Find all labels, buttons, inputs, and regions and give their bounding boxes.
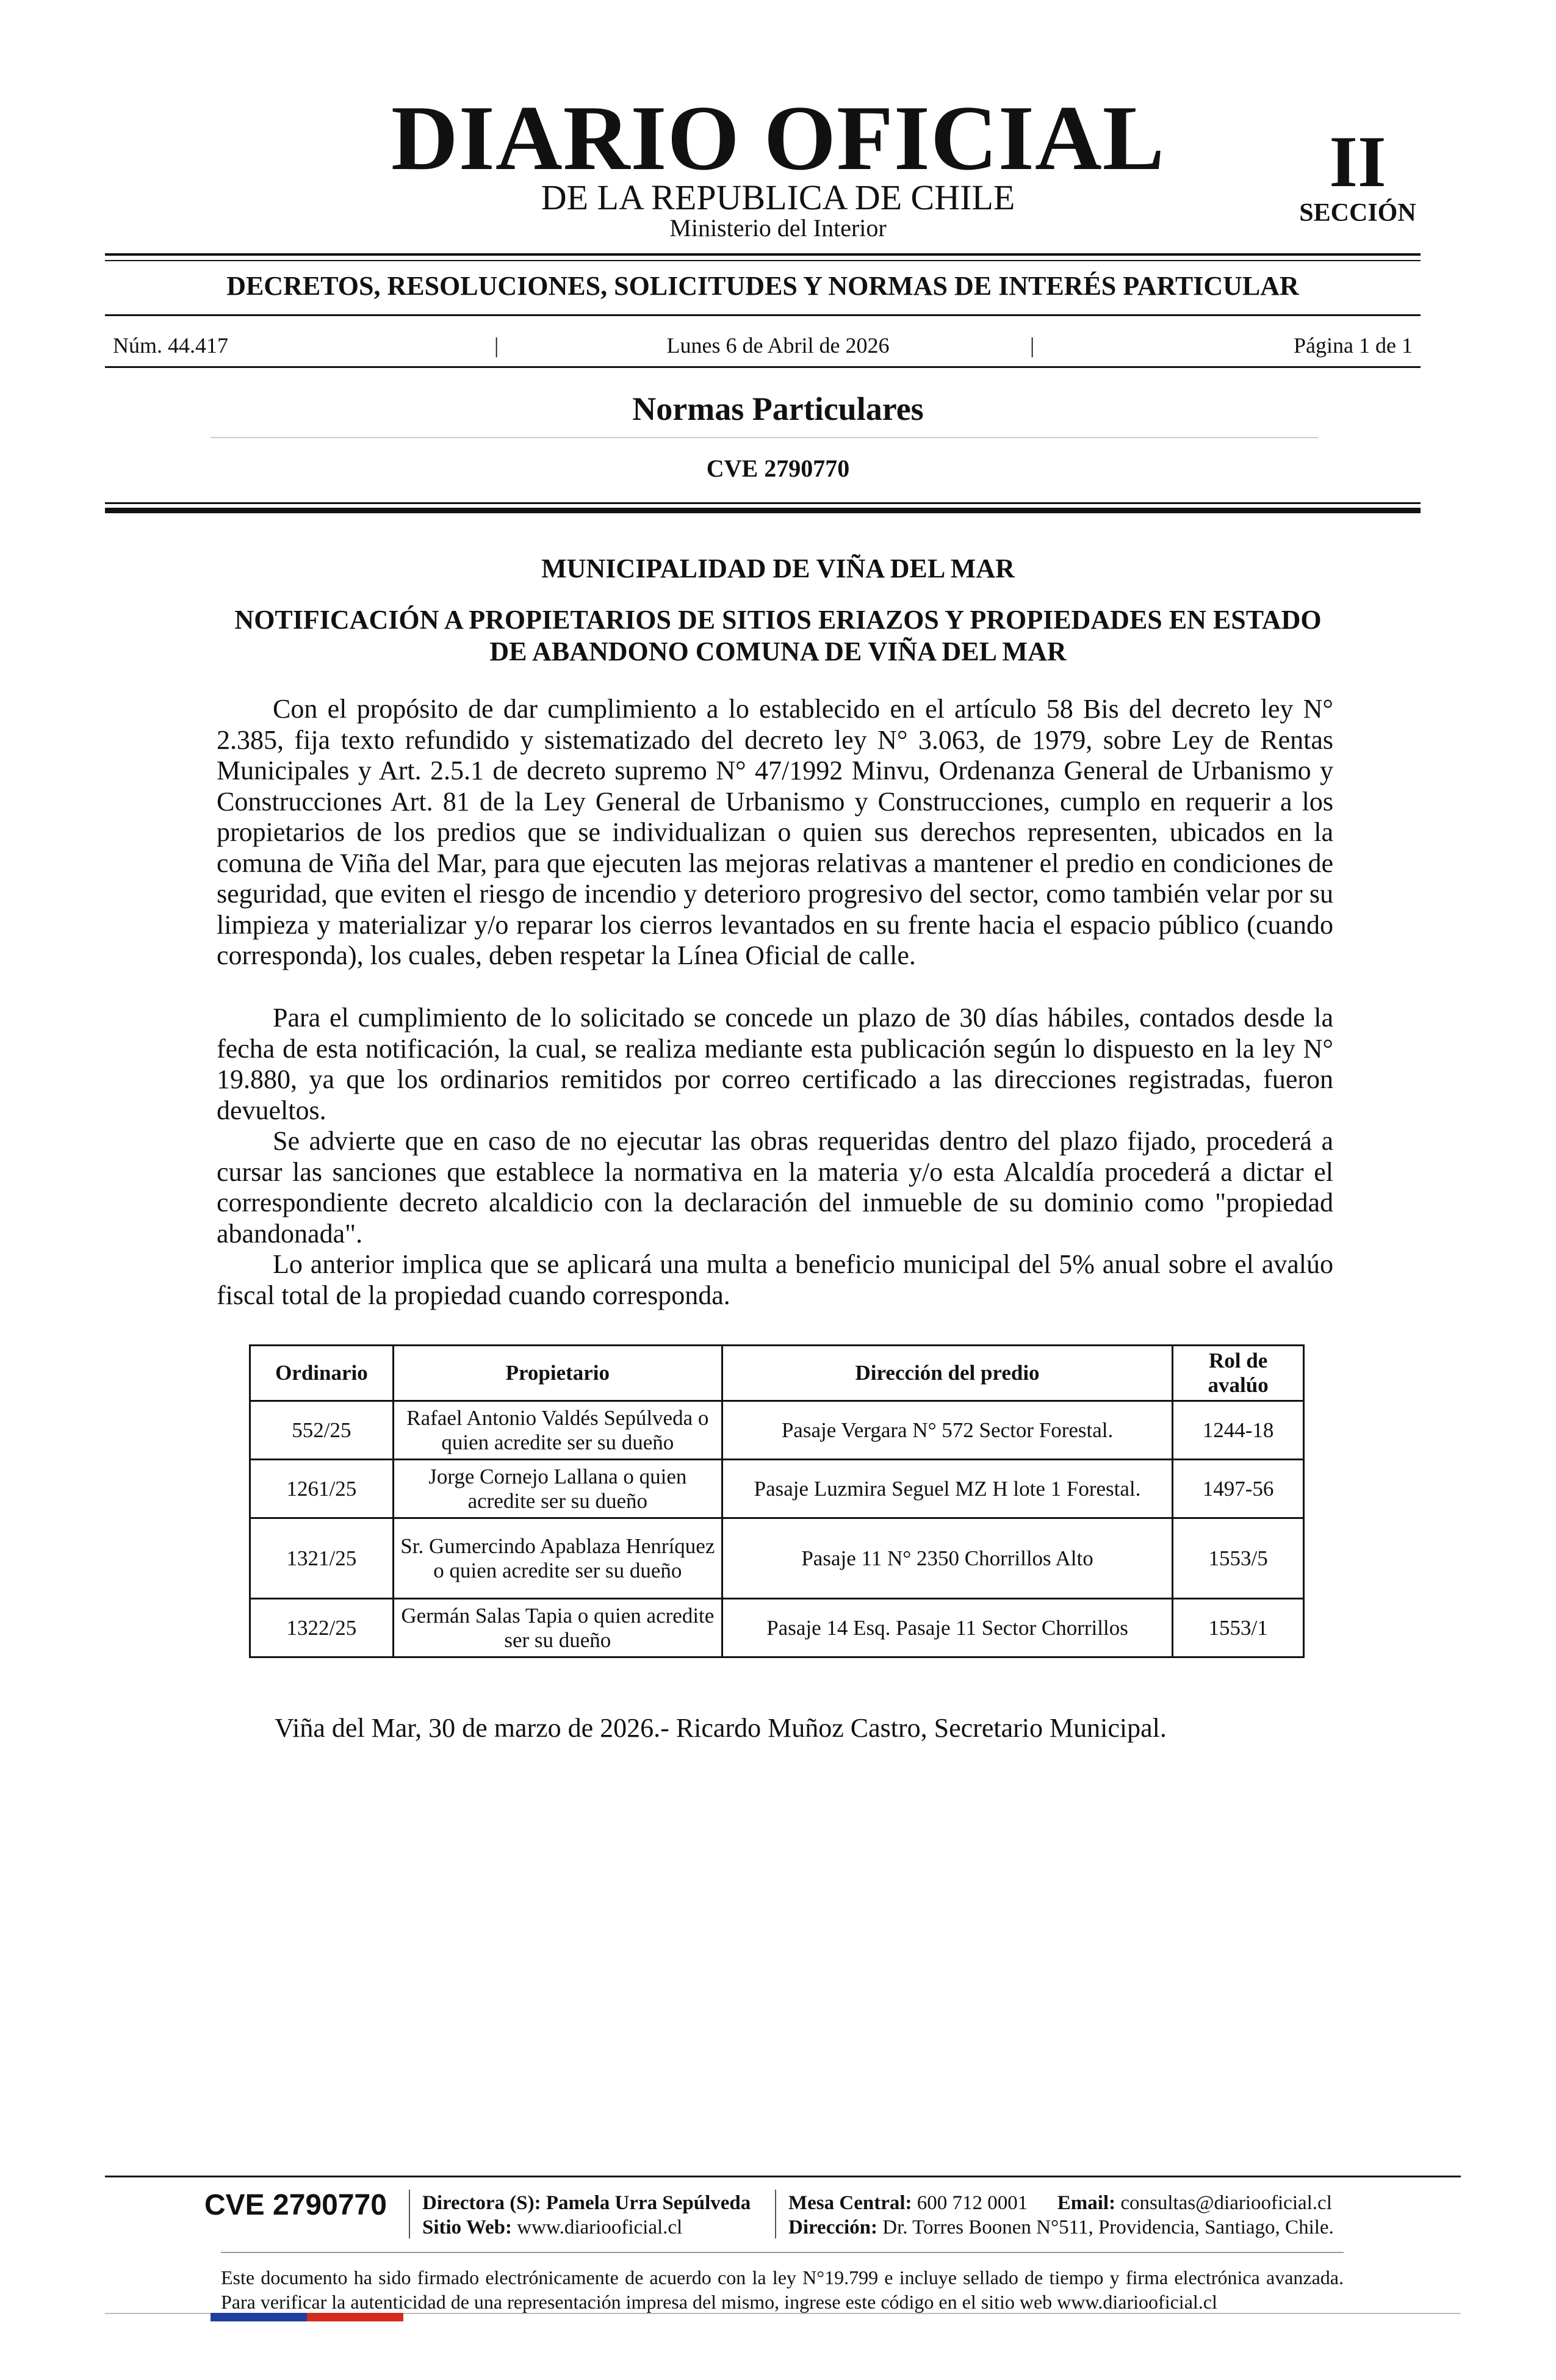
table-row (250, 1599, 1304, 1657)
header-rule-bottom (105, 366, 1421, 368)
section-label: SECCIÓN (1299, 199, 1416, 227)
issue-separator: | (1030, 333, 1035, 358)
footer-note: Este documento ha sido firmado electrónicamente de acuerdo con la ley N°19.799 e incluye sellado de tiempo y firma electrónica avanzada. Para verificar la autenticidad de una representación impresa del mismo, ingrese este código en el sitio web www.diariooficial.cl (221, 2266, 1344, 2313)
table-row (250, 1460, 1304, 1518)
flag-stripe-red (307, 2313, 403, 2321)
cell-direccion: Pasaje 14 Esq. Pasaje 11 Sector Chorrillos (722, 1599, 1172, 1657)
address-label: Dirección: (788, 2216, 878, 2238)
paragraph-3: Se advierte que en caso de no ejecutar las obras requeridas dentro del plazo fijado, procederá a cursar las sanciones que establece la normativa en la materia y/o esta Alcaldía procederá a dictar el correspondiente decreto alcaldicio con la declaración del inmueble de su dominio como "propiedad abandonada". (217, 1126, 1333, 1249)
page-info: Página 1 de 1 (1294, 333, 1413, 358)
cell-propietario: Germán Salas Tapia o quien acredite ser su dueño (393, 1599, 722, 1657)
cell-rol: 1244-18 (1173, 1401, 1304, 1460)
cell-propietario: Rafael Antonio Valdés Sepúlveda o quien acredite ser su dueño (393, 1401, 722, 1460)
cell-direccion: Pasaje Luzmira Seguel MZ H lote 1 Forestal. (722, 1460, 1172, 1518)
footer-rule (105, 2176, 1461, 2177)
col-header-rol: Rol de avalúo (1173, 1346, 1304, 1401)
footer-director (422, 2191, 751, 2215)
table-row (250, 1401, 1304, 1460)
email-label: Email: (1057, 2192, 1116, 2214)
col-header-ordinario: Ordinario (250, 1346, 394, 1401)
footer-separator (409, 2190, 410, 2238)
footer-website (422, 2215, 682, 2240)
footer-address (788, 2215, 1334, 2240)
cell-direccion: Pasaje Vergara N° 572 Sector Forestal. (722, 1401, 1172, 1460)
header-rule-mid (105, 314, 1421, 316)
property-table (249, 1344, 1305, 1658)
cve-code: CVE 2790770 (706, 455, 850, 482)
signature-line: Viña del Mar, 30 de marzo de 2026.- Ricardo Muñoz Castro, Secretario Municipal. (275, 1713, 1167, 1743)
section-rule-thick (105, 508, 1421, 513)
section-rule (105, 502, 1421, 504)
email-link[interactable]: consultas@diariooficial.cl (1120, 2192, 1332, 2214)
table-header-row (250, 1346, 1304, 1401)
address-text: Dr. Torres Boonen N°511, Providencia, Santiago, Chile. (882, 2216, 1334, 2238)
header-rule-top (105, 253, 1421, 256)
issue-date: Lunes 6 de Abril de 2026 (666, 333, 890, 358)
cell-ordinario: 1322/25 (250, 1599, 394, 1657)
website-link[interactable]: www.diariooficial.cl (517, 2216, 683, 2238)
flag-stripe-blue (211, 2313, 307, 2321)
cell-propietario: Sr. Gumercindo Apablaza Henríquez o quien acredite ser su dueño (393, 1518, 722, 1599)
paragraph-4: Lo anterior implica que se aplicará una multa a beneficio municipal del 5% anual sobre el avalúo fiscal total de la propiedad cuando corresponda. (217, 1249, 1333, 1310)
notice-title: NOTIFICACIÓN A PROPIETARIOS DE SITIOS ERIAZOS Y PROPIEDADES EN ESTADO DE ABANDONO COMUNA DE VIÑA DEL MAR (234, 605, 1322, 666)
cell-rol: 1553/1 (1173, 1599, 1304, 1657)
masthead-title: DIARIO OFICIAL (391, 87, 1165, 189)
cell-rol: 1553/5 (1173, 1518, 1304, 1599)
section-number: II (1329, 121, 1386, 202)
masthead-ministry: Ministerio del Interior (669, 214, 887, 242)
director-label: Directora (S): (422, 2192, 541, 2214)
banner-title: DECRETOS, RESOLUCIONES, SOLICITUDES Y NORMAS DE INTERÉS PARTICULAR (226, 271, 1299, 301)
footer-cve-code: CVE 2790770 (204, 2189, 387, 2221)
cell-ordinario: 552/25 (250, 1401, 394, 1460)
col-header-propietario: Propietario (393, 1346, 722, 1401)
paragraph-1: Con el propósito de dar cumplimiento a lo establecido en el artículo 58 Bis del decreto ley N° 2.385, fija texto refundido y sistematizado del decreto ley N° 3.063, de 1979, sobre Ley de Rentas Municipales y Art. 2.5.1 de decreto supremo N° 47/1992 Minvu, Ordenanza General de Urbanismo y Construcciones Art. 81 de la Ley General de Urbanismo y Construcciones, cumplo en requerir a los propietarios de los predios que se individualizan o quien sus derechos representen, ubicados en la comuna de Viña del Mar, para que ejecuten las mejoras relativas a mantener el predio en condiciones de seguridad, que eviten el riesgo de incendio y deterioro progresivo del sector, como también velar por su limpieza y materializar y/o reparar los cierros levantados en su frente hacia el espacio público (cuando corresponda), los cuales, deben respetar la Línea Oficial de calle. (217, 694, 1333, 970)
phone-number: 600 712 0001 (917, 2192, 1028, 2214)
col-header-direccion: Dirección del predio (722, 1346, 1172, 1401)
footer-note-rule (221, 2252, 1344, 2253)
masthead-subtitle: DE LA REPUBLICA DE CHILE (541, 178, 1015, 217)
phone-label: Mesa Central: (788, 2192, 912, 2214)
table-row (250, 1518, 1304, 1599)
header-rule-top-thin (105, 260, 1421, 261)
municipality-title: MUNICIPALIDAD DE VIÑA DEL MAR (541, 554, 1015, 583)
section-title: Normas Particulares (632, 391, 924, 427)
paragraph-2: Para el cumplimiento de lo solicitado se concede un plazo de 30 días hábiles, contados desde la fecha de esta notificación, la cual, se realiza mediante esta publicación según lo dispuesto en la ley N° 19.880, ya que los ordinarios remitidos por correo certificado a las direcciones registradas, fueron devueltos. (217, 1003, 1333, 1125)
director-name: Pamela Urra Sepúlveda (546, 2192, 751, 2214)
cell-direccion: Pasaje 11 N° 2350 Chorrillos Alto (722, 1518, 1172, 1599)
footer-separator (775, 2190, 776, 2238)
cell-ordinario: 1261/25 (250, 1460, 394, 1518)
cell-rol: 1497-56 (1173, 1460, 1304, 1518)
cell-ordinario: 1321/25 (250, 1518, 394, 1599)
website-label: Sitio Web: (422, 2216, 513, 2238)
cell-propietario: Jorge Cornejo Lallana o quien acredite ser su dueño (393, 1460, 722, 1518)
section-divider (211, 437, 1318, 438)
issue-separator: | (494, 333, 499, 358)
issue-number: Núm. 44.417 (113, 333, 228, 358)
footer-contact (788, 2191, 1332, 2215)
